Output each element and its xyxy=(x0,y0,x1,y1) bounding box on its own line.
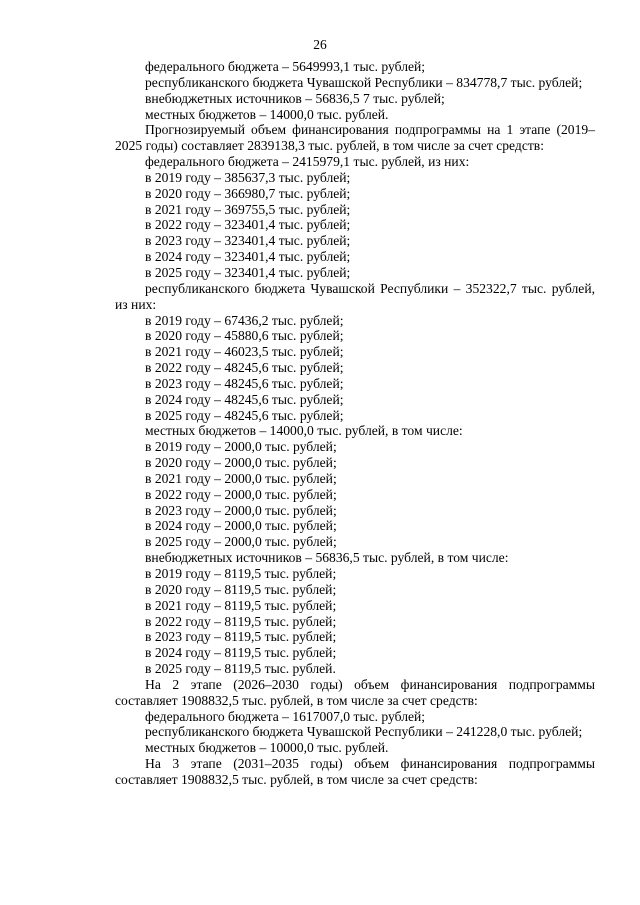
list-item: в 2023 году – 2000,0 тыс. рублей; xyxy=(145,502,337,518)
page-content xyxy=(115,59,595,788)
list-item: в 2021 году – 369755,5 тыс. рублей; xyxy=(145,201,351,217)
list-item: в 2019 году – 67436,2 тыс. рублей; xyxy=(145,312,344,328)
list-item: в 2019 году – 8119,5 тыс. рублей; xyxy=(145,566,337,581)
list-item: в 2025 году – 8119,5 тыс. рублей. xyxy=(145,661,336,677)
text-line: федерального бюджета – 5649993,1 тыс. рублей; xyxy=(145,59,426,74)
text-paragraph: республиканского бюджета Чувашской Республики – 241228,0 тыс. рублей; xyxy=(145,724,583,740)
list-item: в 2022 году – 8119,5 тыс. рублей; xyxy=(145,613,337,629)
text-line: федерального бюджета – 1617007,0 тыс. рублей; xyxy=(145,708,426,724)
list-item: в 2021 году – 2000,0 тыс. рублей; xyxy=(145,470,337,486)
list-item: в 2020 году – 2000,0 тыс. рублей; xyxy=(145,455,337,471)
text-line: местных бюджетов – 14000,0 тыс. рублей. xyxy=(145,106,389,122)
list-item: в 2024 году – 2000,0 тыс. рублей; xyxy=(145,518,337,534)
list-item: в 2025 году – 323401,4 тыс. рублей; xyxy=(145,264,351,280)
list-item: в 2023 году – 323401,4 тыс. рублей; xyxy=(145,233,351,249)
list-item: в 2025 году – 48245,6 тыс. рублей; xyxy=(145,407,344,423)
list-item: в 2022 году – 2000,0 тыс. рублей; xyxy=(145,486,337,502)
text-line: местных бюджетов – 14000,0 тыс. рублей, в том числе: xyxy=(145,423,463,439)
list-item: в 2023 году – 8119,5 тыс. рублей; xyxy=(145,629,337,645)
list-item: в 2022 году – 48245,6 тыс. рублей; xyxy=(145,360,344,376)
list-item: в 2019 году – 385637,3 тыс. рублей; xyxy=(145,169,351,185)
text-paragraph: На 3 этапе (2031–2035 годы) объем финансирования подпрограммы составляет 1908832,5 тыс. рублей, в том числе за счет средств: xyxy=(115,756,595,787)
list-item: в 2022 году – 323401,4 тыс. рублей; xyxy=(145,217,351,233)
list-item: в 2021 году – 46023,5 тыс. рублей; xyxy=(145,344,344,360)
list-item: в 2021 году – 8119,5 тыс. рублей; xyxy=(145,597,337,613)
page-number: 26 xyxy=(313,37,327,52)
list-item: в 2019 году – 2000,0 тыс. рублей; xyxy=(145,439,337,455)
text-line: внебюджетных источников – 56836,5 тыс. рублей, в том числе: xyxy=(145,550,509,566)
text-line: внебюджетных источников – 56836,5 7 тыс. рублей; xyxy=(145,90,445,106)
text-paragraph: республиканского бюджета Чувашской Республики – 834778,7 тыс. рублей; xyxy=(145,74,583,90)
list-item: в 2025 году – 2000,0 тыс. рублей; xyxy=(145,534,337,550)
list-item: в 2020 году – 8119,5 тыс. рублей; xyxy=(145,581,337,597)
list-item: в 2020 году – 366980,7 тыс. рублей; xyxy=(145,185,351,201)
list-item: в 2024 году – 48245,6 тыс. рублей; xyxy=(145,391,344,407)
text-line: местных бюджетов – 10000,0 тыс. рублей. xyxy=(145,740,389,756)
text-paragraph: Прогнозируемый объем финансирования подпрограммы на 1 этапе (2019–2025 годы) составляет 2839138,3 тыс. рублей, в том числе за счет средств: xyxy=(115,122,595,154)
list-item: в 2020 году – 45880,6 тыс. рублей; xyxy=(145,328,344,344)
list-item: в 2024 году – 8119,5 тыс. рублей; xyxy=(145,645,337,661)
text-paragraph: республиканского бюджета Чувашской Республики – 352322,7 тыс. рублей, из них: xyxy=(115,280,595,312)
text-line: федерального бюджета – 2415979,1 тыс. рублей, из них: xyxy=(145,154,470,170)
list-item: в 2023 году – 48245,6 тыс. рублей; xyxy=(145,375,344,391)
list-item: в 2024 году – 323401,4 тыс. рублей; xyxy=(145,249,351,265)
text-paragraph: На 2 этапе (2026–2030 годы) объем финансирования подпрограммы составляет 1908832,5 тыс. рублей, в том числе за счет средств: xyxy=(115,676,595,708)
